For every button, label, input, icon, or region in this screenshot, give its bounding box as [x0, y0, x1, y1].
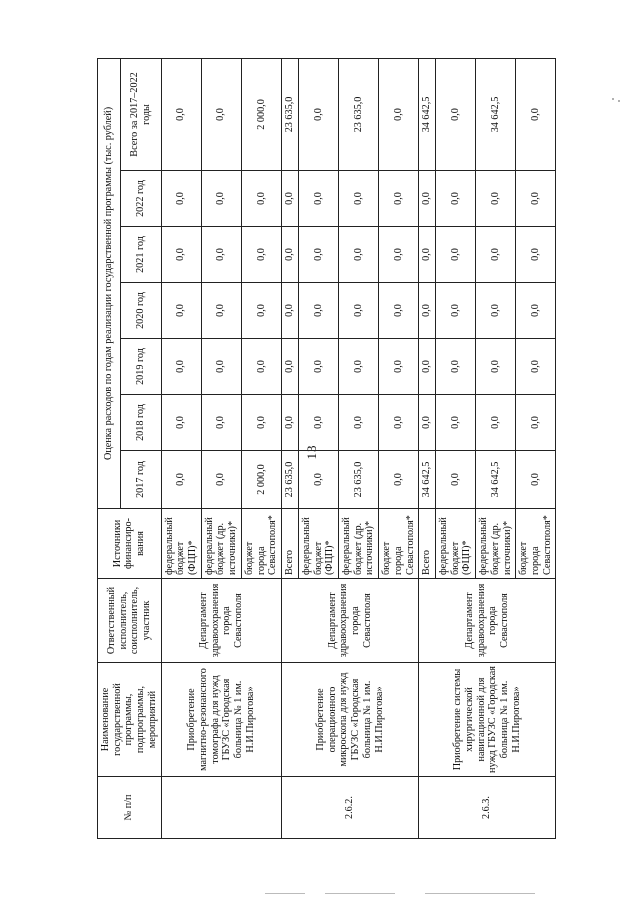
header-estimate: Оценка расходов по годам реализации государственной программы (тыс. рублей) — [98, 58, 121, 508]
value-cell-total: 0,0 — [435, 58, 475, 170]
value-cell: 23 635,0 — [282, 451, 299, 509]
item-source: федеральный бюджет (ФЦП)* — [161, 509, 201, 579]
item-source: бюджет города Севастополя* — [379, 509, 419, 579]
item-name: Приобретение операционного микроскопа для нужд ГБУЗС «Городская больница № 1 им. Н.И.Пирогова» — [282, 663, 419, 777]
value-cell: 0,0 — [435, 451, 475, 509]
value-cell: 0,0 — [476, 339, 516, 395]
header-executor: Ответственный исполнитель, соисполнитель, участник — [98, 579, 162, 663]
value-cell-total: 23 635,0 — [338, 58, 378, 170]
value-cell: 0,0 — [282, 283, 299, 339]
budget-table — [97, 58, 556, 839]
value-cell: 0,0 — [379, 451, 419, 509]
item-source: Всего — [419, 509, 436, 579]
value-cell: 0,0 — [379, 339, 419, 395]
value-cell: 0,0 — [161, 395, 201, 451]
value-cell: 0,0 — [161, 451, 201, 509]
value-cell: 0,0 — [338, 227, 378, 283]
value-cell: 0,0 — [241, 171, 281, 227]
value-cell: 0,0 — [298, 395, 338, 451]
value-cell: 0,0 — [516, 339, 556, 395]
value-cell: 34 642,5 — [419, 451, 436, 509]
header-year: 2021 год — [121, 227, 162, 283]
table-row — [282, 58, 299, 838]
value-cell: 0,0 — [476, 283, 516, 339]
value-cell: 0,0 — [379, 171, 419, 227]
rotated-table-container — [97, 59, 553, 839]
scan-artifact — [265, 893, 545, 899]
value-cell: 0,0 — [435, 283, 475, 339]
item-number: 2.6.2. — [282, 777, 419, 839]
value-cell-total: 34 642,5 — [419, 58, 436, 170]
value-cell: 0,0 — [516, 283, 556, 339]
item-source: бюджет города Севастополя* — [516, 509, 556, 579]
value-cell: 0,0 — [298, 227, 338, 283]
item-source: бюджет города Севастополя* — [241, 509, 281, 579]
value-cell: 34 642,5 — [476, 451, 516, 509]
value-cell: 0,0 — [338, 395, 378, 451]
item-source: федеральный бюджет (ФЦП)* — [298, 509, 338, 579]
value-cell: 0,0 — [241, 395, 281, 451]
header-year-total: Всего за 2017–2022 годы — [121, 58, 162, 170]
value-cell: 0,0 — [516, 395, 556, 451]
table-row — [161, 58, 201, 838]
value-cell-total: 23 635,0 — [282, 58, 299, 170]
table-row — [419, 58, 436, 838]
value-cell: 0,0 — [419, 339, 436, 395]
value-cell: 0,0 — [161, 283, 201, 339]
header-row-1 — [98, 58, 121, 838]
value-cell: 0,0 — [298, 339, 338, 395]
header-year: 2019 год — [121, 339, 162, 395]
item-number — [161, 777, 281, 839]
item-executor: Департамент здравоохранения города Севастополя — [419, 579, 556, 663]
value-cell: 0,0 — [201, 171, 241, 227]
item-executor: Департамент здравоохранения города Севастополя — [282, 579, 419, 663]
value-cell-total: 34 642,5 — [476, 58, 516, 170]
value-cell: 0,0 — [282, 171, 299, 227]
header-year: 2020 год — [121, 283, 162, 339]
value-cell: 0,0 — [419, 171, 436, 227]
value-cell: 0,0 — [201, 283, 241, 339]
value-cell: 0,0 — [282, 227, 299, 283]
value-cell-total: 0,0 — [201, 58, 241, 170]
item-name: Приобретение магнитно-резонансного томографа для нужд ГБУЗС «Городская больница № 1 им. Н.И.Пирогова» — [161, 663, 281, 777]
value-cell: 0,0 — [298, 171, 338, 227]
item-source: федеральный бюджет (ФЦП)* — [435, 509, 475, 579]
value-cell: 0,0 — [419, 283, 436, 339]
header-name: Наименование государственной программы, подпрограммы, мероприятий — [98, 663, 162, 777]
value-cell: 0,0 — [379, 395, 419, 451]
value-cell: 0,0 — [435, 395, 475, 451]
value-cell: 0,0 — [476, 227, 516, 283]
value-cell-total: 0,0 — [161, 58, 201, 170]
header-year: 2018 год — [121, 395, 162, 451]
value-cell: 0,0 — [419, 227, 436, 283]
value-cell: 0,0 — [516, 227, 556, 283]
item-source: федеральный бюджет (др. источники)* — [338, 509, 378, 579]
value-cell: 0,0 — [298, 451, 338, 509]
value-cell: 0,0 — [338, 283, 378, 339]
value-cell: 0,0 — [161, 227, 201, 283]
scan-artifact — [612, 95, 624, 103]
value-cell: 0,0 — [282, 395, 299, 451]
header-no: № п/п — [98, 777, 162, 839]
value-cell: 0,0 — [241, 339, 281, 395]
header-year: 2022 год — [121, 171, 162, 227]
item-source: Всего — [282, 509, 299, 579]
value-cell: 0,0 — [161, 171, 201, 227]
item-name: Приобретение системы хирургической навигационной для нужд ГБУЗС «Городская больница № 1 им. Н.И.Пирогова» — [419, 663, 556, 777]
value-cell: 0,0 — [201, 395, 241, 451]
value-cell: 0,0 — [298, 283, 338, 339]
header-sources: Источники финансиро-вания — [98, 509, 162, 579]
value-cell: 23 635,0 — [338, 451, 378, 509]
value-cell: 0,0 — [379, 227, 419, 283]
value-cell: 0,0 — [201, 227, 241, 283]
item-source: федеральный бюджет (др. источники)* — [476, 509, 516, 579]
value-cell-total: 0,0 — [379, 58, 419, 170]
value-cell: 0,0 — [241, 283, 281, 339]
value-cell: 0,0 — [419, 395, 436, 451]
value-cell: 0,0 — [435, 171, 475, 227]
value-cell-total: 0,0 — [298, 58, 338, 170]
value-cell: 0,0 — [516, 451, 556, 509]
value-cell: 0,0 — [338, 339, 378, 395]
value-cell-total: 0,0 — [516, 58, 556, 170]
value-cell: 0,0 — [379, 283, 419, 339]
value-cell: 0,0 — [435, 339, 475, 395]
item-number: 2.6.3. — [419, 777, 556, 839]
value-cell: 0,0 — [476, 171, 516, 227]
value-cell: 0,0 — [201, 339, 241, 395]
value-cell: 0,0 — [338, 171, 378, 227]
value-cell: 0,0 — [161, 339, 201, 395]
value-cell: 0,0 — [282, 339, 299, 395]
value-cell: 2 000,0 — [241, 451, 281, 509]
header-year: 2017 год — [121, 451, 162, 509]
value-cell: 0,0 — [435, 227, 475, 283]
page-number: 13 — [304, 444, 319, 460]
value-cell: 0,0 — [476, 395, 516, 451]
value-cell: 0,0 — [516, 171, 556, 227]
value-cell: 0,0 — [241, 227, 281, 283]
value-cell: 0,0 — [201, 451, 241, 509]
item-source: федеральный бюджет (др. источники)* — [201, 509, 241, 579]
item-executor: Департамент здравоохранения города Севастополя — [161, 579, 281, 663]
value-cell-total: 2 000,0 — [241, 58, 281, 170]
